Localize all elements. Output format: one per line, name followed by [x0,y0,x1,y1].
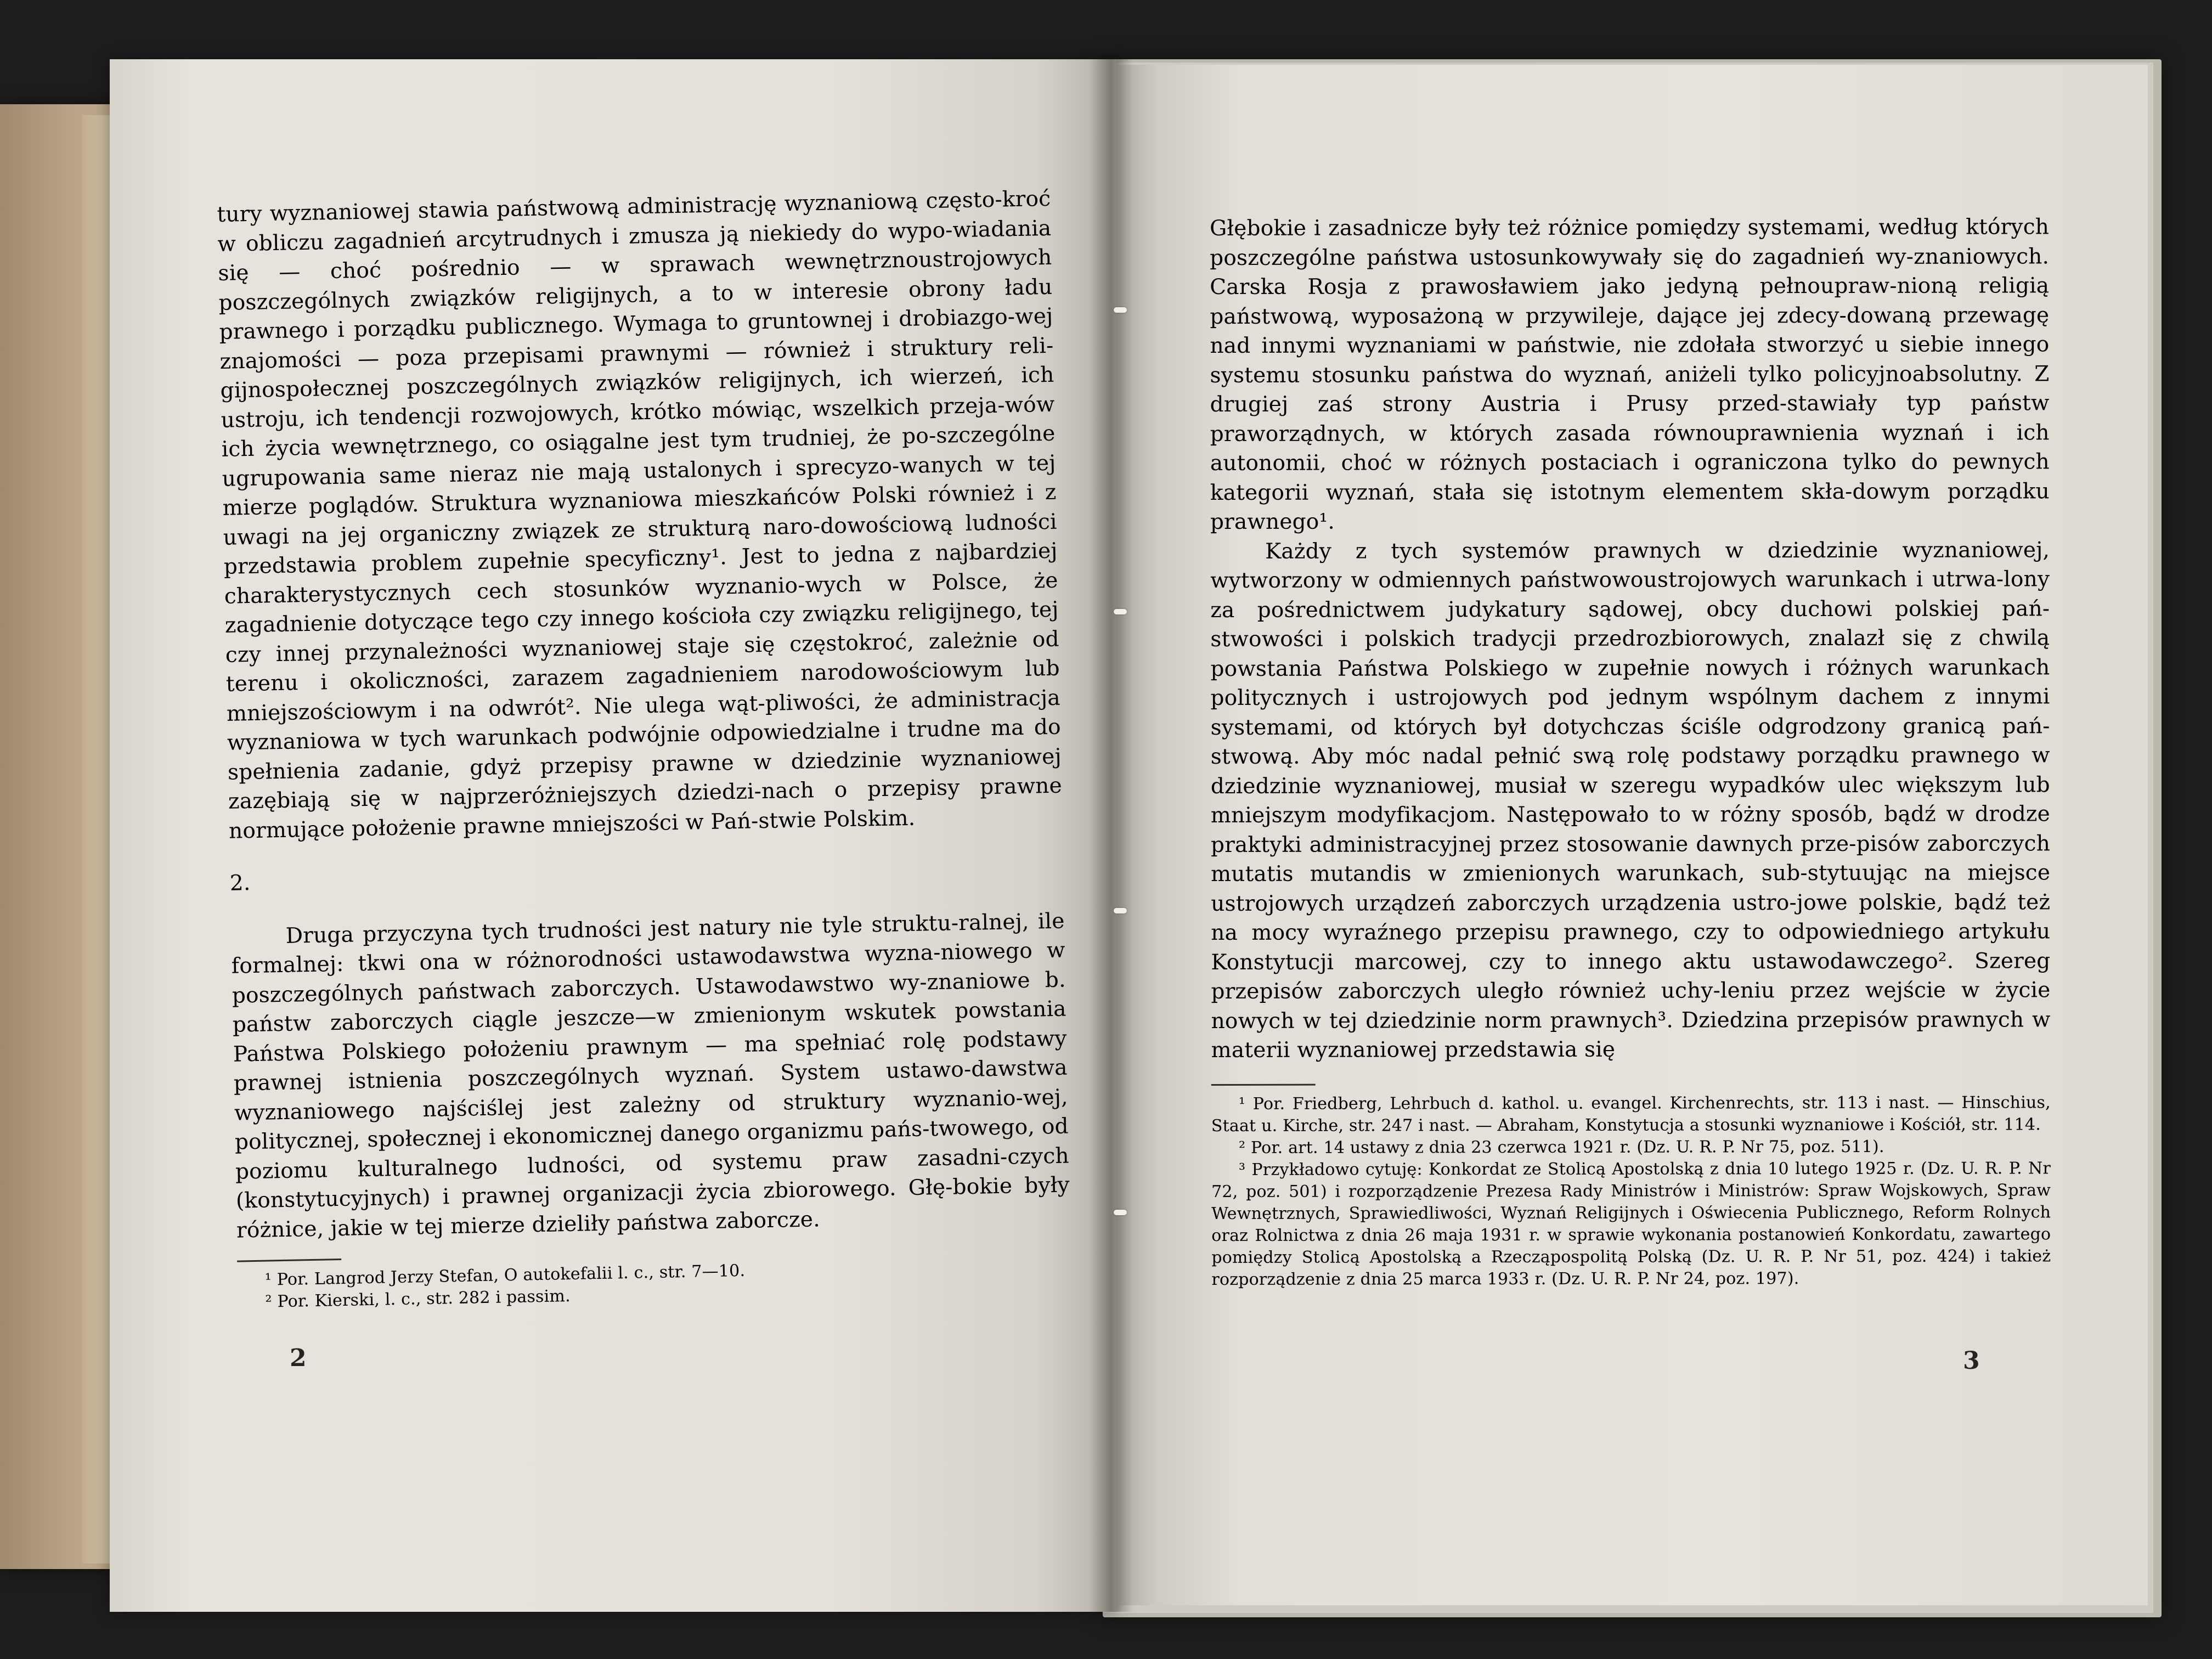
body-paragraph: tury wyznaniowej stawia państwową administrację wyznaniową często-kroć w obliczu zagadnień arcytrudnych i zmusza ją niekiedy do wypo-wiadania się — choć pośrednio — w sprawach wewnętrznoustrojowych poszczególnych związków religijnych, a to w interesie obrony ładu prawnego i porządku publicznego. Wymaga to gruntownej i drobiazgo-wej znajomości — poza przepisami prawnymi — również i struktury reli-gijnospołecznej poszczególnych związków religijnych, ich wierzeń, ich ustroju, ich tendencji rozwojowych, krótko mówiąc, wszelkich przeja-wów ich życia wewnętrznego, co osiągalne jest tym trudniej, że po-szczególne ugrupowania same nieraz nie mają ustalonych i sprecyzo-wanych w tej mierze poglądów. Struktura wyznaniowa mieszkańców Polski również i z uwagi na jej organiczny związek ze strukturą naro-dowościową ludności przedstawia problem zupełnie specyficzny¹. Jest to jedna z najbardziej charakterystycznych cech stosunków wyznanio-wych w Polsce, że zagadnienie dotyczące tego czy innego kościoła czy związku religijnego, tej czy innej przynależności wyznaniowej staje się częstokroć, zależnie od terenu i okoliczności, zarazem zagadnieniem narodowościowym lub mniejszościowym i na odwrót². Nie ulega wąt-pliwości, że administracja wyznaniowa w tych warunkach podwójnie odpowiedzialne i trudne ma do spełnienia zadanie, gdyż przepisy prawne w dziedzinie wyznaniowej zazębiają się w najprzeróżniejszych dziedzi-nach o przepisy prawne normujące położenie prawne mniejszości w Pań-stwie Polskim. [217,186,1063,844]
footnotes [1211,1082,2051,1291]
page-number: 2 [290,1344,307,1372]
body-paragraph: Każdy z tych systemów prawnych w dziedzinie wyznaniowej, wytworzony w odmiennych państwowoustrojowych warunkach i utrwa-lony za pośrednictwem judykatury sądowej, obcy duchowi polskiej pań-stwowości i polskich tradycji przedrozbiorowych, znalazł się z chwilą powstania Państwa Polskiego w zupełnie nowych i różnych warunkach politycznych i ustrojowych pod jednym wspólnym dachem z innymi systemami, od których był dotychczas ściśle odgrodzony granicą pań-stwową. Aby móc nadal pełnić swą rolę podstawy porządku prawnego w dziedzinie wyznaniowej, musiał w szeregu wypadków ulec większym lub mniejszym modyfikacjom. Następowało to w różny sposób, bądź w drodze praktyki administracyjnej przez stosowanie dawnych prze-pisów zaborczych mutatis mutandis w zmienionych warunkach, sub-stytuując na miejsce ustrojowych urządzeń zaborczych urządzenia ustro-jowe polskie, bądź też na mocy wyraźnego przepisu prawnego, czy to odpowiedniego artykułu Konstytucji marcowej, czy to innego aktu ustawodawczego². Szereg przepisów zaborczych uległo również uchy-leniu przez wejście w życie nowych w tej dziedzinie norm prawnych³. Dziedzina przepisów prawnych w materii wyznaniowej przedstawia się [1210,537,2051,1063]
footnote-rule [237,1259,341,1262]
footnote-rule [1211,1084,1316,1085]
footnote: ¹ Por. Langrod Jerzy Stefan, O autokefalii l. c., str. 7—10. [264,1261,746,1290]
body-paragraph: Druga przyczyna tych trudności jest natury nie tyle struktu-ralnej, ile formalnej: tkwi ona w różnorodności ustawodawstwa wyzna-niowego w poszczególnych państwach zaborczych. Ustawodawstwo wy-znaniowe b. państw zaborczych ciągle jeszcze—w zmienionym wskutek powstania Państwa Polskiego położeniu prawnym — ma spełniać rolę podstawy prawnej istnienia poszczególnych wyznań. System ustawo-dawstwa wyznaniowego najściślej jest zależny od struktury wyznanio-wej, politycznej, społecznej i ekonomicznej danego organizmu pańs-twowego, od poziomu kulturalnego ludności, od systemu praw zasadni-czych (konstytucyjnych) i prawnej organizacji życia zbiorowego. Głę-bokie były różnice, jakie w tej mierze dzieliły państwa zaborcze. [231,909,1070,1243]
section-number: 2. [229,871,251,896]
binding-thread [1114,307,1127,313]
binding-thread [1114,908,1127,913]
body-paragraph: Głębokie i zasadnicze były też różnice pomiędzy systemami, według których poszczególne państwa ustosunkowywały się do zagadnień wy-znaniowych. Carska Rosja z prawosławiem jako jedyną pełnoupraw-nioną religią państwową, wyposażoną w przywileje, dające jej zdecy-dowaną przewagę nad innymi wyznaniami w państwie, nie zdołała stworzyć u siebie innego systemu stosunku państwa do wyznań, aniżeli tylko policyjnoabsolutny. Z drugiej zaś strony Austria i Prusy przed-stawiały typ państw praworządnych, w których zasada równouprawnienia wyznań i ich autonomii, choć w różnych postaciach i ograniczona tylko do pewnych kategorii wyznań, stała się istotnym elementem skła-dowym porządku prawnego¹. [1210,215,2050,534]
footnote: ³ Przykładowo cytuję: Konkordat ze Stolicą Apostolską z dnia 10 lutego 1925 r. (Dz. U. R. P. Nr 72, poz. 501) i rozporządzenie Prezesa Rady Ministrów i Ministrów: Spraw Wojskowych, Spraw Wewnętrznych, Sprawiedliwości, Wyznań Religijnych i Oświecenia Publicznego, Reform Rolnych oraz Rolnictwa z dnia 26 maja 1931 r. w sprawie wykonania postanowień Konkordatu, zawartego pomiędzy Stolicą Apostolską a Rzecząpospolitą Polską (Dz. U. R. P. Nr 51, poz. 424) i takież rozporządzenie z dnia 25 marca 1933 r. (Dz. U. R. P. Nr 24, poz. 197). [1211,1158,2051,1289]
page-number: 3 [1963,1347,1980,1375]
footnote: ¹ Por. Friedberg, Lehrbuch d. kathol. u. evangel. Kirchenrechts, str. 113 i nast. — Hinschius, Staat u. Kirche, str. 247 i nast. — Abraham, Konstytucja a stosunki wyznaniowe i Kościół, str. 114. [1211,1092,2051,1136]
left-page-body [217,184,1072,1314]
right-page-body [1210,212,2051,1290]
binding-thread [1114,1210,1127,1215]
footnote: ² Por. Kierski, l. c., str. 282 i passim. [265,1286,571,1312]
binding-thread [1114,609,1127,614]
footnote: ² Por. art. 14 ustawy z dnia 23 czerwca 1921 r. (Dz. U. R. P. Nr 75, poz. 511). [1238,1137,1884,1158]
